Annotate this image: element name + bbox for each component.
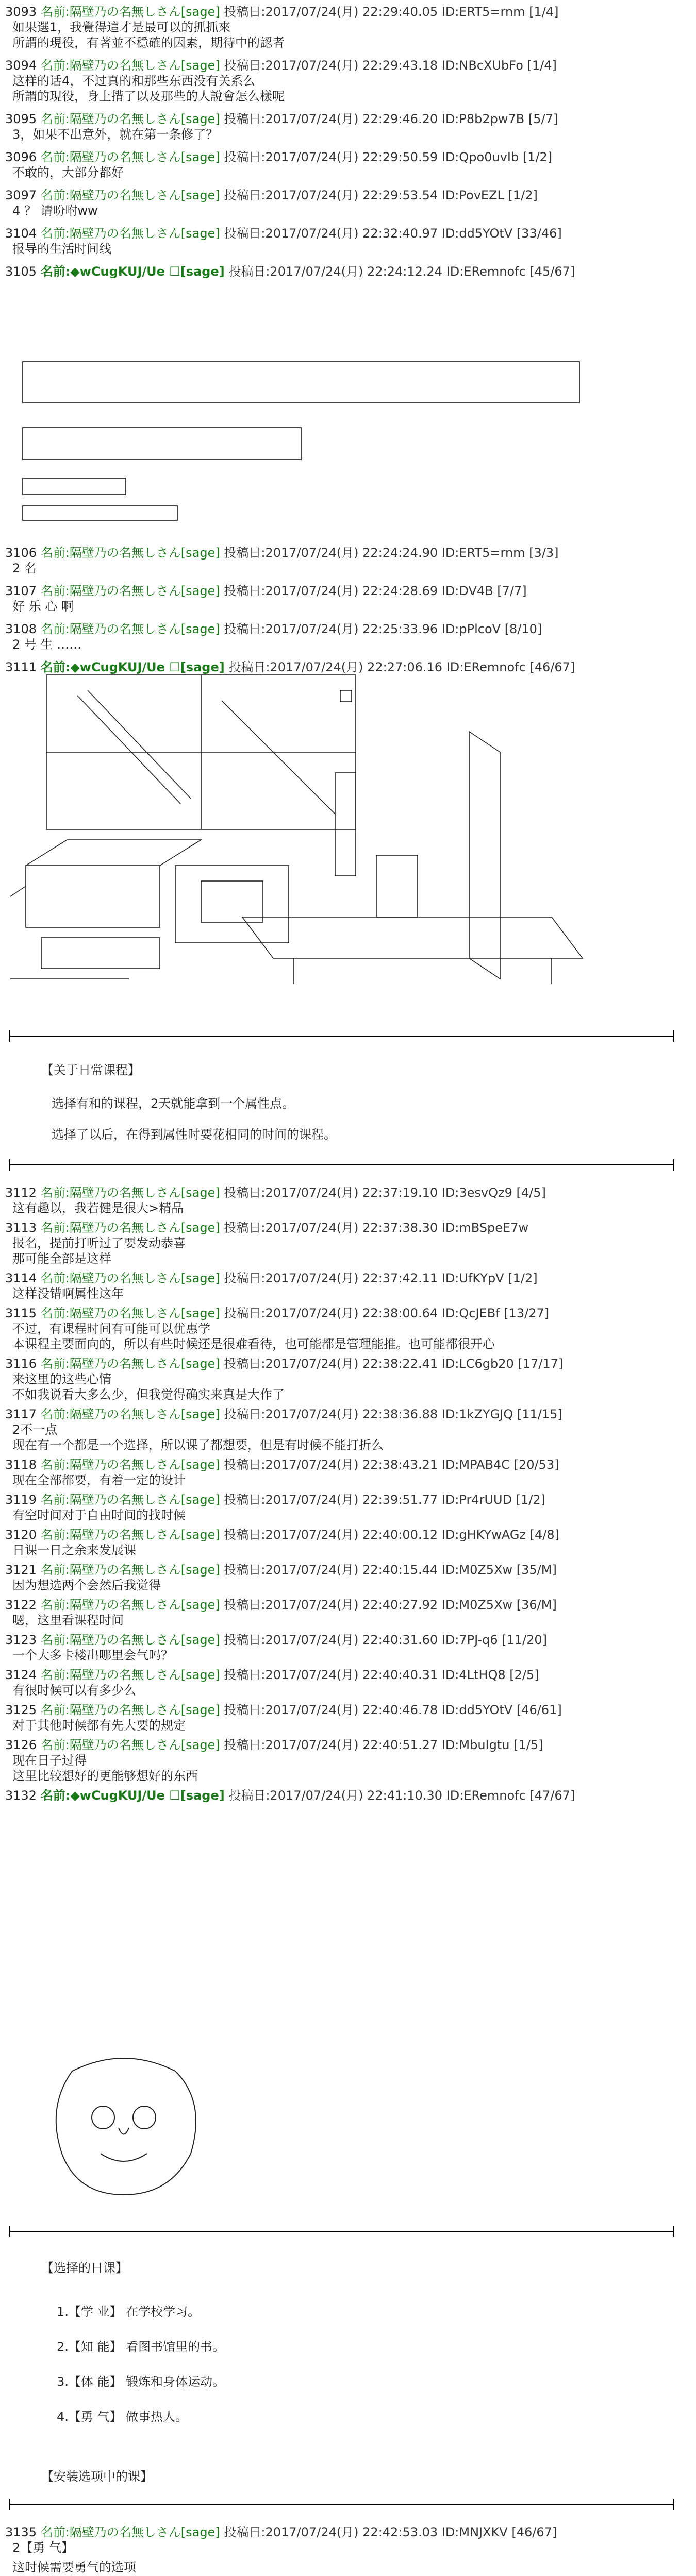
post-header: [5, 58, 686, 73]
info-item: 3.【体 能】 锻炼和身体运动。: [57, 2375, 225, 2389]
post-body: 有很时候可以有多少么: [12, 1683, 136, 1698]
post-number[interactable]: 3113: [5, 1221, 37, 1235]
post-body: 现在日子过得 这里比较想好的更能够想好的东西: [12, 1753, 198, 1783]
post: [5, 1737, 686, 1784]
post-body: 这样没错啊属性这年: [12, 1286, 124, 1301]
post-number[interactable]: 3116: [5, 1357, 37, 1371]
post-header: [5, 1562, 686, 1578]
post-number[interactable]: 3107: [5, 584, 37, 598]
section-divider: [9, 1036, 674, 1037]
post-number[interactable]: 3121: [5, 1563, 37, 1577]
post-meta: 投稿日:2017/07/24(月) 22:39:51.77 ID:Pr4rUUD [1/2]: [224, 1493, 546, 1507]
post-meta: 投稿日:2017/07/24(月) 22:29:53.54 ID:PovEZL [1/2]: [224, 188, 538, 202]
poster-name: 名前:隔壁乃の名無しさん[sage]: [40, 1271, 220, 1285]
poster-name: 名前:隔壁乃の名無しさん[sage]: [40, 584, 220, 598]
post-number[interactable]: 3126: [5, 1738, 37, 1752]
post-meta: 投稿日:2017/07/24(月) 22:40:46.78 ID:dd5YOtV [46/61]: [224, 1703, 562, 1717]
post-meta: 投稿日:2017/07/24(月) 22:37:38.30 ID:mBSpeE7w: [224, 1221, 529, 1235]
post-meta: 投稿日:2017/07/24(月) 22:42:53.03 ID:MNJXKV [46/67]: [224, 2525, 557, 2539]
post-header: [5, 1270, 686, 1286]
poster-name: 名前:隔壁乃の名無しさん[sage]: [40, 1306, 220, 1320]
post: [5, 1632, 686, 1663]
post-body: 来这里的这些心情 不如我说看大多么少，但我觉得确实来真是大作了: [12, 1372, 285, 1402]
post-number[interactable]: 3123: [5, 1633, 37, 1647]
post-number[interactable]: 3132: [5, 1788, 37, 1803]
info-line: 选择了以后，在得到属性时要花相同的时间的课程。: [52, 1127, 336, 1142]
post-header: [5, 1406, 686, 1422]
post-body: 现在全部都要，有着一定的设计: [12, 1473, 186, 1487]
post-meta: 投稿日:2017/07/24(月) 22:37:19.10 ID:3esvQz9 [4/5]: [224, 1185, 546, 1200]
post-header: [5, 1457, 686, 1472]
post-body: 有空时间对于自由时间的找时候: [12, 1508, 186, 1522]
poster-name: 名前:隔壁乃の名無しさん[sage]: [40, 1563, 220, 1577]
post: [5, 1562, 686, 1593]
info-title: 【关于日常课程】: [41, 1063, 140, 1077]
post-number[interactable]: 3093: [5, 5, 37, 19]
post-header: [5, 1597, 686, 1613]
post-body: 好 乐 心 啊: [12, 599, 74, 614]
post-number[interactable]: 3135: [5, 2525, 37, 2539]
post: [5, 583, 686, 614]
post-number[interactable]: 3118: [5, 1458, 37, 1472]
post-body: 日课一日之余来发展课: [12, 1543, 136, 1557]
info-line: 选择有和的课程，2天就能拿到一个属性点。: [52, 1096, 295, 1111]
poster-name: 名前:隔壁乃の名無しさん[sage]: [40, 1703, 220, 1717]
post-number[interactable]: 3105: [5, 264, 37, 279]
poster-name: 名前:隔壁乃の名無しさん[sage]: [40, 1668, 220, 1682]
post-header: [5, 226, 686, 241]
poster-name: 名前:隔壁乃の名無しさん[sage]: [40, 58, 220, 73]
post-meta: 投稿日:2017/07/24(月) 22:40:40.31 ID:4LtHQ8 [2/5]: [224, 1668, 539, 1682]
info-footer: 【安装选项中的课】: [41, 2469, 153, 2484]
info-title: 【选择的日课】: [41, 2261, 128, 2275]
post-header: [5, 545, 686, 561]
post-header: [5, 4, 686, 20]
post-header: [5, 188, 686, 203]
poster-name: 名前:隔壁乃の名無しさん[sage]: [40, 5, 220, 19]
post-body: 因为想选两个会然后我觉得: [12, 1578, 161, 1592]
section-divider: [9, 1164, 674, 1165]
poster-name: 名前:隔壁乃の名無しさん[sage]: [40, 546, 220, 560]
post-body: 如果選1，我覺得這才是最可以的抓抓來 所謂的現役，有著並不穩確的因素，期待中的認者: [12, 20, 285, 50]
post-meta: 投稿日:2017/07/24(月) 22:41:10.30 ID:ERemnofc [47/67]: [228, 1788, 575, 1803]
post-header: [5, 149, 686, 165]
post-header: [5, 2524, 686, 2540]
post-header: [5, 621, 686, 637]
info-item: 1.【学 业】 在学校学习。: [57, 2304, 201, 2319]
post-header: [5, 1737, 686, 1753]
post-meta: 投稿日:2017/07/24(月) 22:29:43.18 ID:NBcXUbFo [1/4]: [224, 58, 557, 73]
poster-name: 名前:隔壁乃の名無しさん[sage]: [40, 150, 220, 164]
post: [5, 4, 686, 50]
post-body: 对于其他时候都有先大要的规定: [12, 1718, 186, 1733]
post: [5, 1185, 686, 1216]
poster-name: 名前:◆wCugKUJ/Ue ☐[sage]: [40, 264, 225, 279]
info-item: 2.【知 能】 看图书馆里的书。: [57, 2340, 225, 2354]
poster-name: 名前:隔壁乃の名無しさん[sage]: [40, 2525, 220, 2539]
post-meta: 投稿日:2017/07/24(月) 22:29:46.20 ID:P8b2pw7B [5/7]: [224, 112, 558, 126]
post-body: 这有趣以，我若健是很大>精品: [12, 1201, 184, 1215]
post-meta: 投稿日:2017/07/24(月) 22:25:33.96 ID:pPlcoV [8/10]: [224, 622, 542, 636]
speech-box-art: [15, 355, 583, 572]
post-number[interactable]: 3124: [5, 1668, 37, 1682]
post-header: [5, 1667, 686, 1683]
post-number[interactable]: 3108: [5, 622, 37, 636]
post-meta: 投稿日:2017/07/24(月) 22:40:31.60 ID:7PJ-q6 [11/20]: [224, 1633, 548, 1647]
poster-name: 名前:隔壁乃の名無しさん[sage]: [40, 1221, 220, 1235]
post-meta: 投稿日:2017/07/24(月) 22:38:00.64 ID:QcJEBf [13/27]: [224, 1306, 550, 1320]
post-header: [5, 264, 686, 279]
poster-name: 名前:隔壁乃の名無しさん[sage]: [40, 226, 220, 241]
post-header: [5, 1356, 686, 1371]
post-body: 这时候需要勇气的选项: [12, 2560, 136, 2574]
poster-name: 名前:隔壁乃の名無しさん[sage]: [40, 1458, 220, 1472]
post-number[interactable]: 3115: [5, 1306, 37, 1320]
post-body: 2不一点 现在有一个都是一个选择，所以课了都想要，但是有时候不能打折么: [12, 1422, 384, 1452]
post: [5, 1306, 686, 1352]
post-header: [5, 1527, 686, 1543]
poster-name: 名前:隔壁乃の名無しさん[sage]: [40, 1633, 220, 1647]
section-divider: [9, 2231, 674, 2232]
post-body: 嗯，这里看课程时间: [12, 1613, 124, 1628]
post-meta: 投稿日:2017/07/24(月) 22:38:22.41 ID:LC6gb20 [17/17]: [224, 1357, 564, 1371]
post-number[interactable]: 3095: [5, 112, 37, 126]
post-header: [5, 1185, 686, 1200]
post-meta: 投稿日:2017/07/24(月) 22:40:15.44 ID:M0Z5Xw [35/M]: [224, 1563, 557, 1577]
post: [5, 1356, 686, 1402]
post-meta: 投稿日:2017/07/24(月) 22:27:06.16 ID:ERemnofc [46/67]: [228, 660, 575, 674]
poster-name: 名前:隔壁乃の名無しさん[sage]: [40, 1528, 220, 1542]
post-number[interactable]: 3106: [5, 546, 37, 560]
post: [5, 264, 686, 279]
poster-name: 名前:隔壁乃の名無しさん[sage]: [40, 1407, 220, 1421]
post: [5, 1457, 686, 1488]
info-item: 4.【勇 气】 做事热人。: [57, 2410, 188, 2424]
post-number[interactable]: 3117: [5, 1407, 37, 1421]
post: [5, 1492, 686, 1523]
post-number[interactable]: 3097: [5, 188, 37, 202]
post-body: 4 ？ 请吩咐ww: [12, 204, 98, 218]
post-header: [5, 1702, 686, 1718]
post: [5, 111, 686, 142]
poster-name: 名前:隔壁乃の名無しさん[sage]: [40, 1185, 220, 1200]
post-header: [5, 1788, 686, 1803]
poster-name: 名前:隔壁乃の名無しさん[sage]: [40, 622, 220, 636]
post: [5, 1597, 686, 1628]
poster-name: 名前:隔壁乃の名無しさん[sage]: [40, 1738, 220, 1752]
post-number[interactable]: 3112: [5, 1185, 37, 1200]
post-number[interactable]: 3104: [5, 226, 37, 241]
poster-name: 名前:隔壁乃の名無しさん[sage]: [40, 112, 220, 126]
post-body: 2【勇 气】: [12, 2540, 74, 2555]
post-meta: 投稿日:2017/07/24(月) 22:32:40.97 ID:dd5YOtV [33/46]: [224, 226, 562, 241]
poster-name: 名前:隔壁乃の名無しさん[sage]: [40, 188, 220, 202]
post-meta: 投稿日:2017/07/24(月) 22:40:27.92 ID:M0Z5Xw [36/M]: [224, 1598, 557, 1612]
post-body: 3，如果不出意外，就在第一条修了？: [12, 127, 219, 142]
post-number[interactable]: 3096: [5, 150, 37, 164]
post-header: [5, 1492, 686, 1507]
post: [5, 545, 686, 576]
post-meta: 投稿日:2017/07/24(月) 22:40:00.12 ID:gHKYwAGz [4/8]: [224, 1528, 560, 1542]
post-body: 不过，有课程时间有可能可以优惠学 本课程主要面向的，所以有些时候还是很难看待，也可能都是管理能推。也可能都很开心: [12, 1321, 495, 1351]
post-meta: 投稿日:2017/07/24(月) 22:24:28.69 ID:DV4B [7/7]: [224, 584, 527, 598]
post-meta: 投稿日:2017/07/24(月) 22:40:51.27 ID:MbuIgtu [1/5]: [224, 1738, 543, 1752]
post-number[interactable]: 3119: [5, 1493, 37, 1507]
post-header: [5, 583, 686, 599]
post: [5, 621, 686, 652]
post: [5, 1406, 686, 1453]
character-face-art: [41, 2050, 217, 2200]
post-meta: 投稿日:2017/07/24(月) 22:24:24.90 ID:ERT5=rnm [3/3]: [224, 546, 559, 560]
post: [5, 2524, 686, 2555]
post-meta: 投稿日:2017/07/24(月) 22:38:43.21 ID:MPAB4C [20/53]: [224, 1458, 559, 1472]
post-number[interactable]: 3094: [5, 58, 37, 73]
post: [5, 1667, 686, 1698]
post-body: 不敢的，大部分都好: [12, 165, 124, 180]
post-header: [5, 1632, 686, 1648]
post-body: 2 号 生 ……: [12, 637, 82, 652]
post: [5, 1220, 686, 1266]
post-number[interactable]: 3111: [5, 660, 37, 674]
post-body: 一个大多卡楼出哪里会气吗？: [12, 1648, 173, 1663]
post: [5, 149, 686, 180]
post-body: 2 名: [12, 561, 37, 575]
post-number[interactable]: 3114: [5, 1271, 37, 1285]
post-meta: 投稿日:2017/07/24(月) 22:38:36.88 ID:1kZYGJQ [11/15]: [224, 1407, 562, 1421]
post: [5, 58, 686, 104]
post-number[interactable]: 3122: [5, 1598, 37, 1612]
post-header: [5, 1306, 686, 1321]
post-meta: 投稿日:2017/07/24(月) 22:29:50.59 ID:Qpo0uvIb [1/2]: [224, 150, 553, 164]
post: [5, 1788, 686, 1803]
poster-name: 名前:隔壁乃の名無しさん[sage]: [40, 1598, 220, 1612]
poster-name: 名前:隔壁乃の名無しさん[sage]: [40, 1357, 220, 1371]
post-body: 报导的生活时间线: [12, 242, 111, 256]
post-meta: 投稿日:2017/07/24(月) 22:37:42.11 ID:UfKYpV [1/2]: [224, 1271, 538, 1285]
post: [5, 188, 686, 218]
post: [5, 1527, 686, 1558]
poster-name: 名前:◆wCugKUJ/Ue ☐[sage]: [40, 1788, 225, 1803]
room-illustration: [5, 670, 675, 1005]
poster-name: 名前:隔壁乃の名無しさん[sage]: [40, 1493, 220, 1507]
post-number[interactable]: 3120: [5, 1528, 37, 1542]
post-meta: 投稿日:2017/07/24(月) 22:29:40.05 ID:ERT5=rnm [1/4]: [224, 5, 559, 19]
post-header: [5, 111, 686, 127]
post: [5, 1270, 686, 1301]
post-body: 报名，提前打听过了要发动恭喜 那可能全部是这样: [12, 1236, 186, 1266]
post: [5, 1702, 686, 1733]
post-meta: 投稿日:2017/07/24(月) 22:24:12.24 ID:ERemnofc [45/67]: [228, 264, 575, 279]
post: [5, 2560, 686, 2575]
post-number[interactable]: 3125: [5, 1703, 37, 1717]
post: [5, 226, 686, 257]
post-header: [5, 1220, 686, 1235]
section-divider: [9, 2504, 674, 2505]
poster-name: 名前:◆wCugKUJ/Ue ☐[sage]: [40, 660, 225, 674]
post-body: 这样的话4，不过真的和那些东西没有关系么 所謂的現役，身上揹了以及那些的人說會怎么樣呢: [12, 74, 285, 104]
